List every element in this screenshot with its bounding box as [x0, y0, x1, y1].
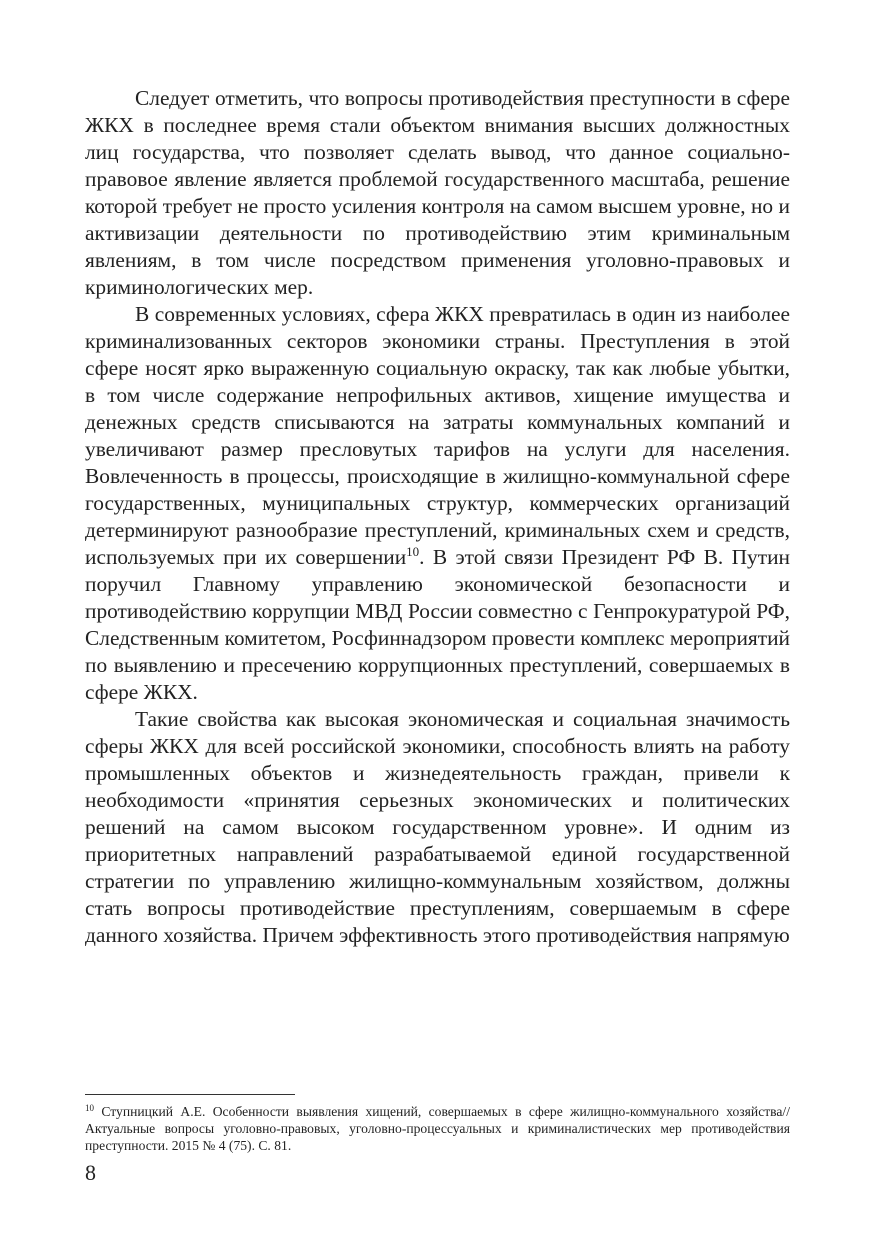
body-text [85, 85, 790, 949]
footnote-separator [85, 1094, 295, 1095]
footnote-text: Ступницкий А.Е. Особенности выявления хищений, совершаемых в сфере жилищно-коммунального хозяйства// Актуальные вопросы уголовно-правовых, уголовно-процессуальных и криминалистических мер противодействия преступности. 2015 № 4 (75). С. 81. [85, 1104, 790, 1153]
paragraph-2-text-end: . В этой связи Президент РФ В. Путин поручил Главному управлению экономической безопасности и противодействию коррупции МВД России совместно с Генпрокуратурой РФ, Следственным комитетом, Росфиннадзором провести комплекс мероприятий по выявлению и пресечению коррупционных преступлений, совершаемых в сфере ЖКХ. [85, 545, 790, 704]
paragraph-2-text-start: В современных условиях, сфера ЖКХ превратилась в один из наиболее криминализованных секторов экономики страны. Преступления в этой сфере носят ярко выраженную социальную окраску, так как любые убытки, в том числе содержание непрофильных активов, хищение имущества и денежных средств списываются на затраты коммунальных компаний и увеличивают размер пресловутых тарифов на услуги для населения. Вовлеченность в процессы, происходящие в жилищно-коммунальной сфере государственных, муниципальных структур, коммерческих организаций детерминируют разнообразие преступлений, криминальных схем и средств, используемых при их совершении [85, 302, 790, 569]
page-number: 8 [85, 1160, 96, 1185]
paragraph-2 [85, 301, 790, 706]
paragraph-1: Следует отметить, что вопросы противодействия преступности в сфере ЖКХ в последнее время стали объектом внимания высших должностных лиц государства, что позволяет сделать вывод, что данное социально-правовое явление является проблемой государственного масштаба, решение которой требует не просто усиления контроля на самом высшем уровне, но и активизации деятельности по противодействию этим криминальным явлениям, в том числе посредством применения уголовно-правовых и криминологических мер. [85, 86, 790, 299]
paragraph-3: Такие свойства как высокая экономическая и социальная значимость сферы ЖКХ для всей российской экономики, способность влиять на работу промышленных объектов и жизнедеятельность граждан, привели к необходимости «принятия серьезных экономических и политических решений на самом высоком государственном уровне». И одним из приоритетных направлений разрабатываемой единой государственной стратегии по управлению жилищно-коммунальным хозяйством, должны стать вопросы противодействие преступлениям, совершаемым в сфере данного хозяйства. Причем эффективность этого противодействия напрямую [85, 707, 790, 947]
footnote-number: 10 [85, 1103, 94, 1113]
footnote [85, 1103, 790, 1154]
footnote-reference: 10 [406, 544, 420, 559]
